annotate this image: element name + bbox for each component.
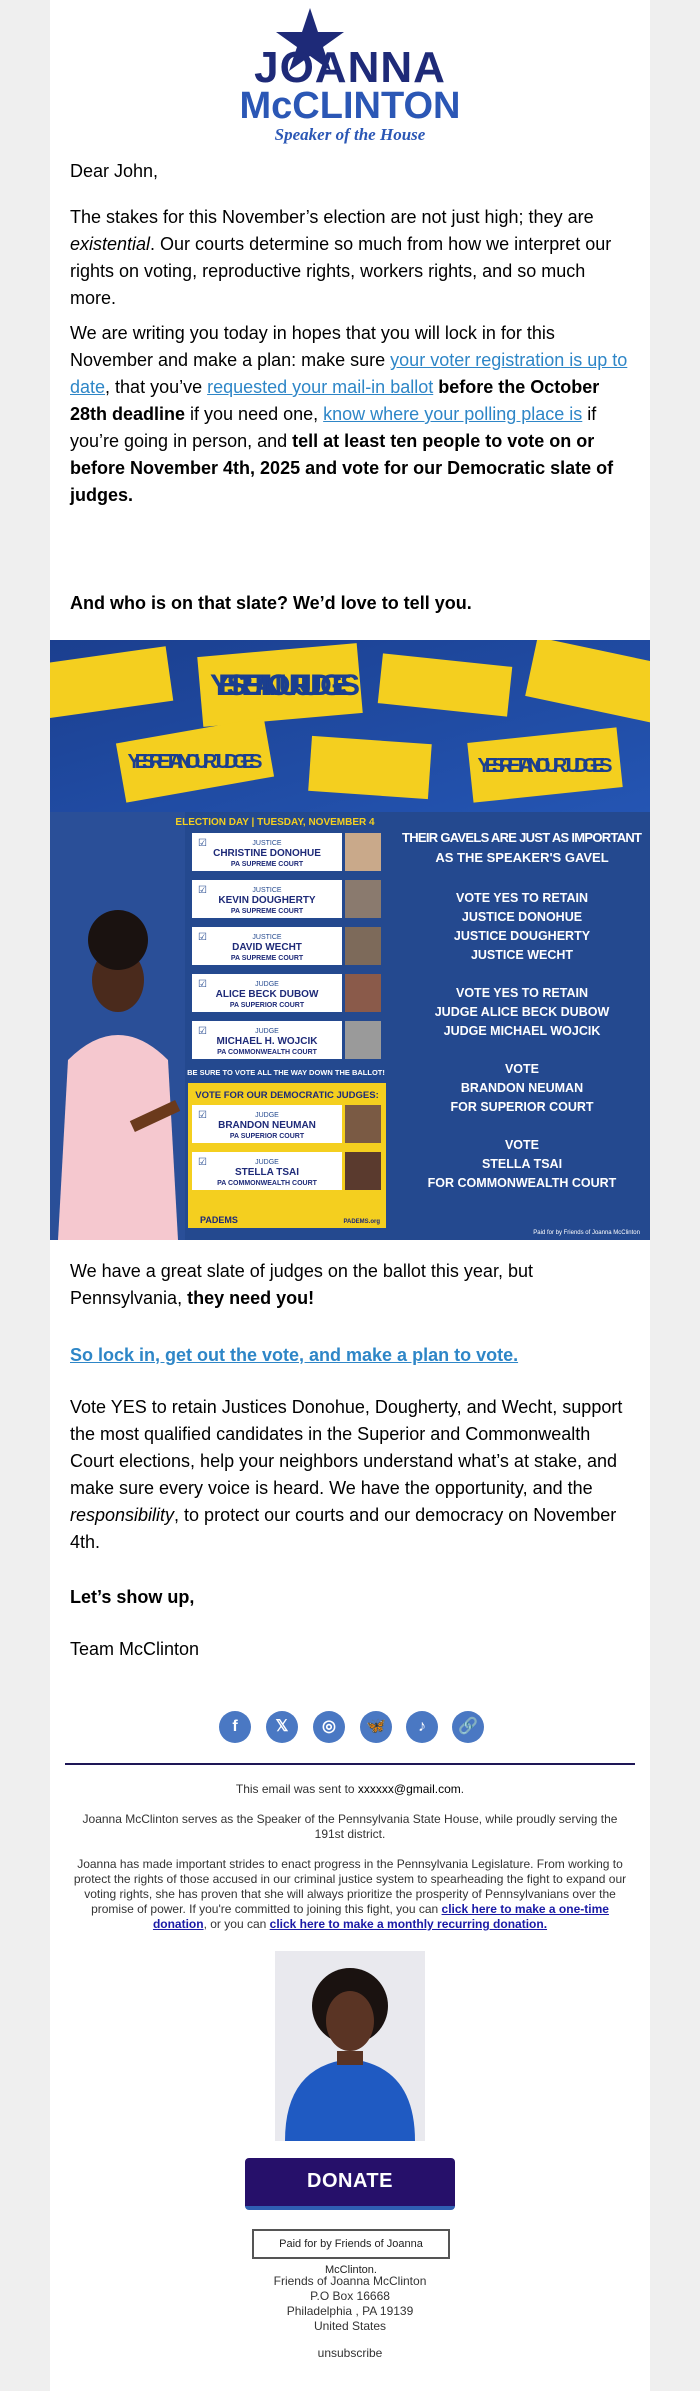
svg-text:JUDGE MICHAEL WOJCIK: JUDGE MICHAEL WOJCIK [443,1024,601,1038]
svg-text:PA SUPREME COURT: PA SUPREME COURT [230,861,304,868]
svg-text:BE SURE TO VOTE ALL THE WAY DO: BE SURE TO VOTE ALL THE WAY DOWN THE BALLOT! [187,1068,385,1077]
bluesky-icon[interactable]: 🦋 [360,1711,392,1743]
democratic-judges-block [188,1083,386,1228]
logo-tagline: Speaker of the House [274,125,426,144]
monthly-donation-link[interactable]: click here to make a monthly recurring donation. [269,1917,548,1931]
signature-block [70,1636,630,1663]
paragraph-slate-question: And who is on that slate? We’d love to tell you. [70,593,472,613]
email-container [50,0,650,2391]
logo-line-1: JOANNA [254,43,446,92]
svg-text:KEVIN DOUGHERTY: KEVIN DOUGHERTY [218,895,316,906]
svg-text:JUDGE: JUDGE [255,1028,279,1035]
greeting: Dear John, [70,161,159,181]
svg-text:DAVID WECHT: DAVID WECHT [232,942,302,953]
paragraph-great-slate: We have a great slate of judges on the ballot this year, but Pennsylvania, they need you! [70,1261,533,1308]
svg-text:FOR COMMONWEALTH COURT: FOR COMMONWEALTH COURT [427,1176,617,1190]
signoff-block [70,1584,630,1611]
svg-text:STELLA TSAI: STELLA TSAI [234,1167,300,1178]
retain-candidate-list [187,833,385,1077]
footer-divider [65,1763,635,1765]
svg-text:ALICE BECK DUBOW: ALICE BECK DUBOW [215,989,319,1000]
svg-text:PA SUPREME COURT: PA SUPREME COURT [230,908,304,915]
paragraph-plan: We are writing you today in hopes that you will lock in for this November and make a plan: make sure your voter registration is up to date, that you’ve requested your mail-in ballot before the October 28th deadline if you need one, know where your polling place is if you’re going in person, and tell at least ten people to vote on or before November 4th, 2025 and vote for our Democratic slate of judges. [70,323,628,505]
svg-text:VOTE FOR OUR DEMOCRATIC JUDGES: VOTE FOR OUR DEMOCRATIC JUDGES: [195,1090,379,1101]
svg-text:PA SUPERIOR COURT: PA SUPERIOR COURT [229,1002,305,1009]
svg-text:VOTE YES TO RETAIN: VOTE YES TO RETAIN [456,891,588,905]
svg-text:JUDGE: JUDGE [255,981,279,988]
mailing-address: Friends of Joanna McClinton P.O Box 16668 Philadelphia , PA 19139 United States [273,2274,427,2333]
svg-text:JUDGE: JUDGE [255,1112,279,1119]
svg-text:AS THE SPEAKER'S GAVEL: AS THE SPEAKER'S GAVEL [435,850,609,865]
padems-logo-text: PADEMS [200,1215,238,1225]
tiktok-icon[interactable]: ♪ [406,1711,438,1743]
svg-text:JUSTICE DONOHUE: JUSTICE DONOHUE [461,910,583,924]
svg-text:THEIR GAVELS ARE JUST AS IMPOR: THEIR GAVELS ARE JUST AS IMPORTANT [402,830,642,845]
judges-slate-banner [50,640,650,1240]
sign-text-1: YES RETAIN OUR JUDGES [210,669,360,702]
unsubscribe-link[interactable]: unsubscribe [317,2346,383,2360]
sign-text-3: YES RETAIN OUR JUDGES [477,755,613,777]
polling-place-link[interactable]: know where your polling place is [323,404,583,424]
svg-text:FOR SUPERIOR COURT: FOR SUPERIOR COURT [450,1100,594,1114]
signoff: Let’s show up, [70,1587,195,1607]
bio-paragraph: Joanna has made important strides to enact progress in the Pennsylvania Legislature. From working to protect the rights of those accused in our criminal justice system to spearheading the fight to expand our voting rights, she has proven that she will always prioritize the prosperity of Pennsylvanians over the promise of power. If you're committed to joining this fight, you can click here to make a one-time donation, or you can click here to make a monthly recurring donation. [73,1857,627,1931]
x-icon[interactable]: 𝕏 [266,1711,298,1743]
instagram-icon[interactable]: ◎ [313,1711,345,1743]
sent-to-line: This email was sent to xxxxxx@gmail.com. [235,1782,465,1796]
facebook-icon[interactable]: f [219,1711,251,1743]
voter-registration-link[interactable]: your voter registration is up to date [70,350,628,397]
logo-line-2: McCLINTON [239,85,461,127]
joanna-mcclinton-logo [50,0,650,170]
svg-text:☑: ☑ [198,979,207,990]
svg-text:PA COMMONWEALTH COURT: PA COMMONWEALTH COURT [217,1049,317,1056]
svg-text:CHRISTINE DONOHUE: CHRISTINE DONOHUE [213,848,321,859]
svg-text:JUSTICE WECHT: JUSTICE WECHT [470,948,574,962]
election-date-line: ELECTION DAY | TUESDAY, NOVEMBER 4 [175,817,375,828]
svg-text:JUDGE: JUDGE [255,1159,279,1166]
svg-text:VOTE YES TO RETAIN: VOTE YES TO RETAIN [456,986,588,1000]
svg-text:☑: ☑ [198,932,207,943]
paragraph-vote-yes: Vote YES to retain Justices Donohue, Dougherty, and Wecht, support the most qualified candidates in the Superior and Commonwealth Court elections, help your neighbors understand what’s at stake, and make sure every voice is heard. We have the opportunity, and the responsibility, to protect our courts and our democracy on November 4th. [70,1397,623,1552]
speaker-portrait [275,1951,425,2141]
svg-text:☑: ☑ [198,885,207,896]
svg-text:PA COMMONWEALTH COURT: PA COMMONWEALTH COURT [217,1180,317,1187]
serves-line: Joanna McClinton serves as the Speaker of the Pennsylvania State House, while proudly serving the 191st district. [82,1812,618,1841]
svg-text:☑: ☑ [198,1157,207,1168]
svg-text:BRANDON NEUMAN: BRANDON NEUMAN [460,1081,584,1095]
donate-button[interactable]: DONATE [245,2158,455,2210]
paragraph-stakes: The stakes for this November’s election are not just high; they are existential. Our courts determine so much from how we interpret our rights on voting, reproductive rights, workers rights, and so much more. [70,207,612,308]
svg-text:JUSTICE: JUSTICE [252,887,282,894]
link-icon[interactable]: 🔗 [452,1711,484,1743]
svg-text:JUSTICE: JUSTICE [252,840,282,847]
svg-text:STELLA TSAI: STELLA TSAI [481,1157,563,1171]
svg-text:JUSTICE DOUGHERTY: JUSTICE DOUGHERTY [453,929,591,943]
signature: Team McClinton [70,1639,200,1659]
letter-greeting-block [70,158,630,185]
svg-text:JUSTICE: JUSTICE [252,934,282,941]
svg-text:MICHAEL H. WOJCIK: MICHAEL H. WOJCIK [216,1036,318,1047]
svg-text:BRANDON NEUMAN: BRANDON NEUMAN [218,1120,316,1131]
social-icons-row [50,1708,650,1748]
make-a-plan-link[interactable]: So lock in, get out the vote, and make a plan to vote. [70,1345,519,1365]
svg-text:JUDGE ALICE BECK DUBOW: JUDGE ALICE BECK DUBOW [434,1005,610,1019]
one-time-donation-link[interactable]: click here to make a one-time donation [152,1902,609,1931]
svg-text:VOTE: VOTE [504,1062,540,1076]
speaker-photo [50,812,185,1240]
mail-in-ballot-link[interactable]: requested your mail-in ballot [207,377,434,397]
svg-text:☑: ☑ [198,1026,207,1037]
paid-for-disclaimer: Paid for by Friends of Joanna McClinton. [252,2229,450,2259]
recipient-email: xxxxxx@gmail.com [357,1782,461,1796]
svg-text:PA SUPERIOR COURT: PA SUPERIOR COURT [229,1133,305,1140]
svg-text:Paid for by Friends of Joanna: Paid for by Friends of Joanna McClinton [533,1230,640,1236]
svg-text:VOTE: VOTE [504,1138,540,1152]
svg-text:☑: ☑ [198,838,207,849]
svg-text:PADEMS.org: PADEMS.org [343,1219,380,1225]
svg-text:☑: ☑ [198,1110,207,1121]
svg-text:PA SUPREME COURT: PA SUPREME COURT [230,955,304,962]
sign-text-2: YES RETAIN OUR JUDGES [127,751,263,773]
cta-block [70,1342,630,1369]
unsubscribe-block [50,2346,650,2361]
